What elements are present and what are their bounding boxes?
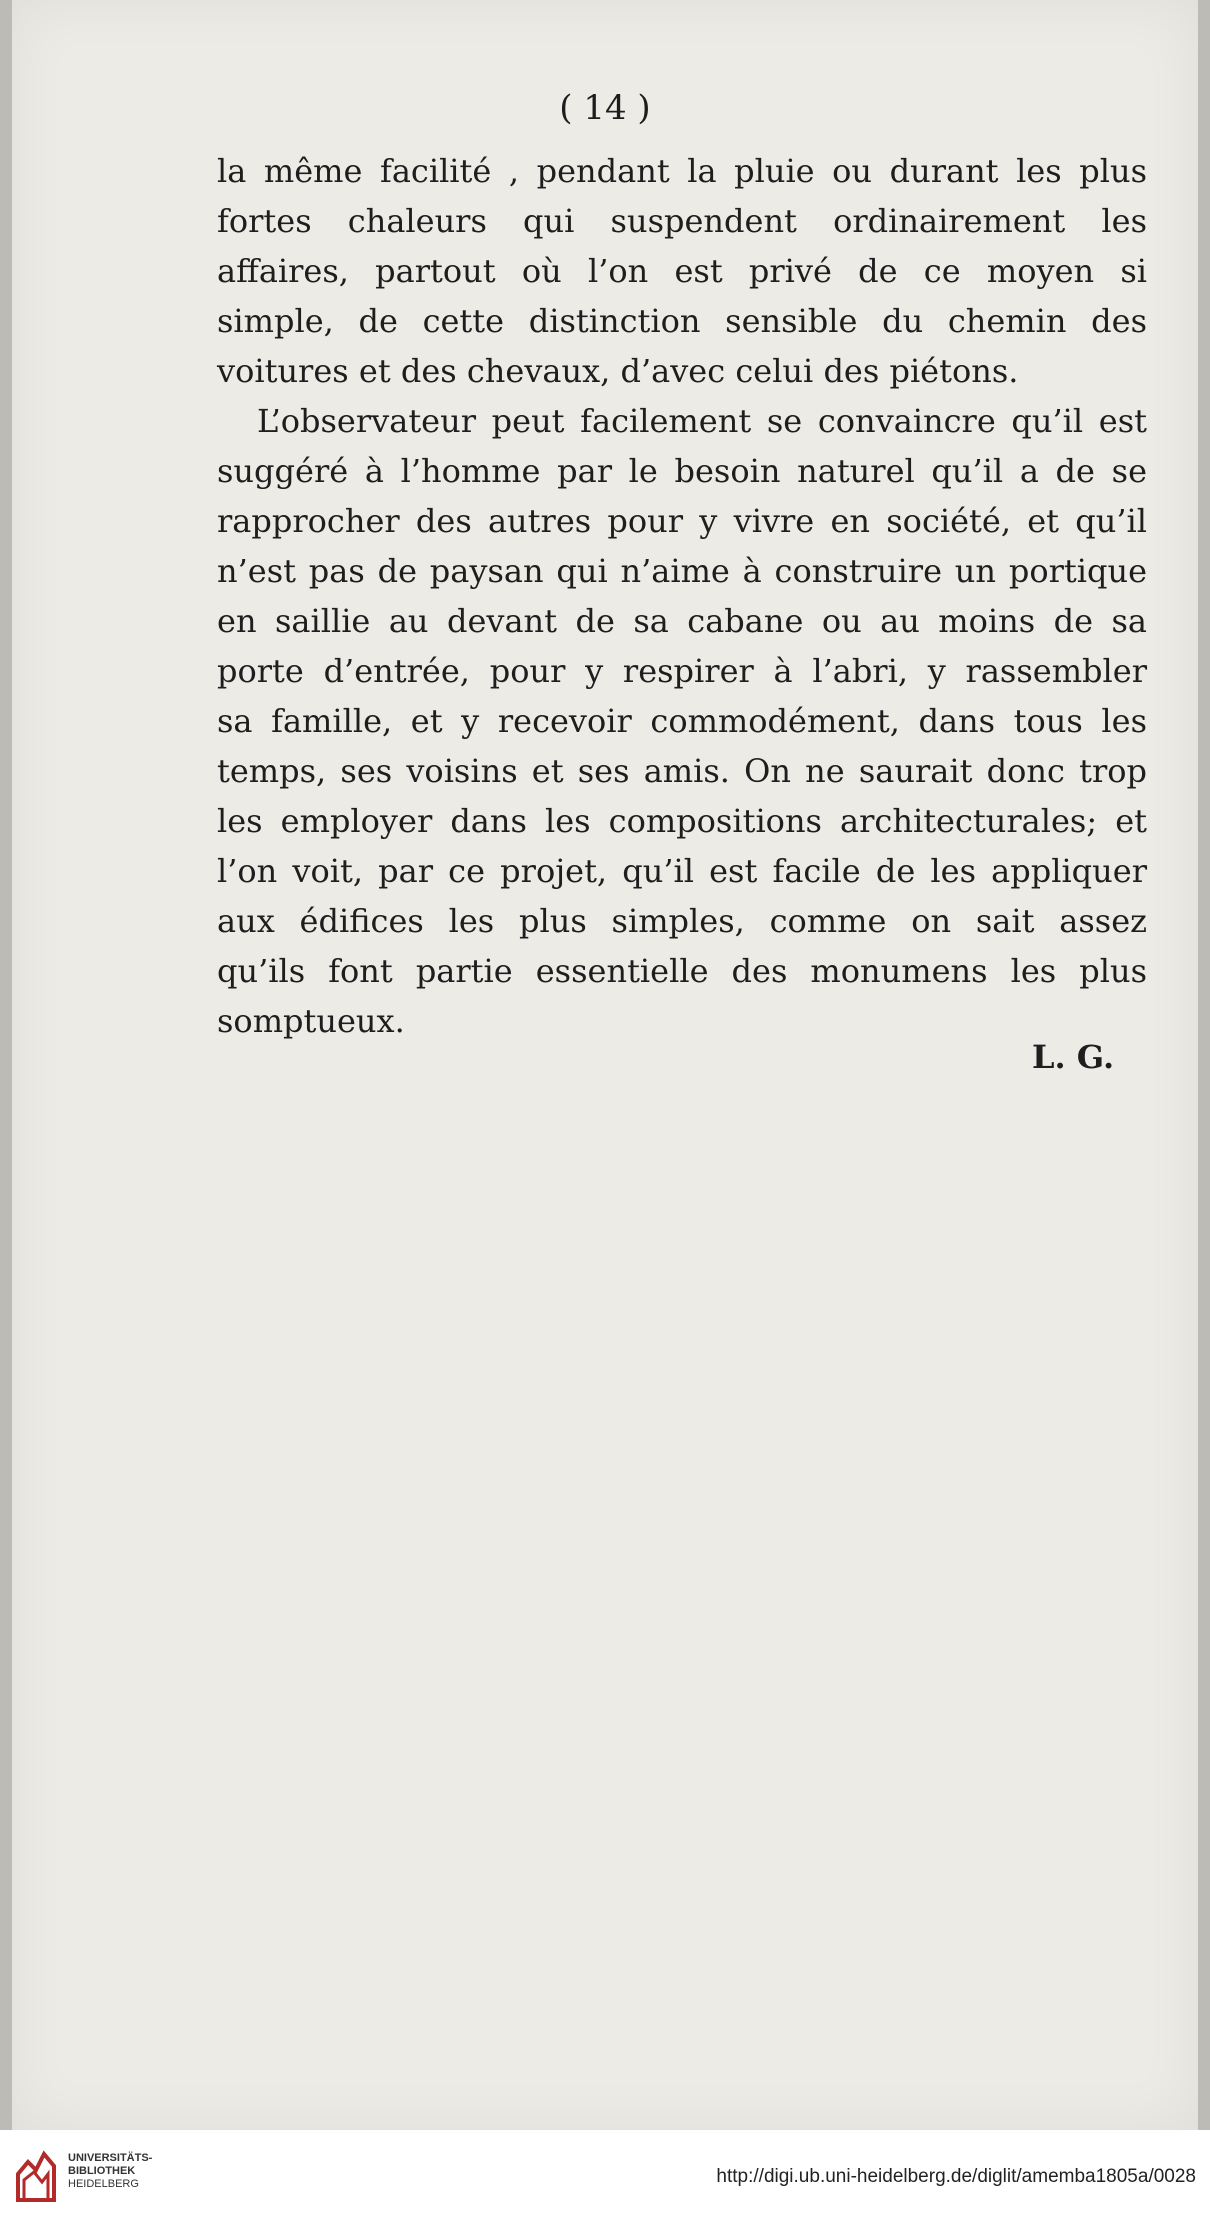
text-line: simple, de cette distinction sensible du chemin des xyxy=(217,302,1147,340)
text-line: L’observateur peut facilement se convaincre qu’il est xyxy=(257,402,1147,440)
text-line: fortes chaleurs qui suspendent ordinairement les xyxy=(217,202,1147,240)
text-line: suggéré à l’homme par le besoin naturel qu’il a de se xyxy=(217,452,1147,490)
text-line: n’est pas de paysan qui n’aime à construire un portique xyxy=(217,552,1147,590)
library-name xyxy=(68,2152,152,2191)
text-line: porte d’entrée, pour y respirer à l’abri, y rassembler xyxy=(217,652,1147,690)
footer-bar xyxy=(0,2130,1210,2219)
text-line: somptueux. xyxy=(217,1002,405,1040)
library-name-line: BIBLIOTHEK xyxy=(68,2165,136,2177)
text-line: sa famille, et y recevoir commodément, dans tous les xyxy=(217,702,1147,740)
text-line: la même facilité , pendant la pluie ou durant les plus xyxy=(217,152,1147,190)
body-text xyxy=(217,146,1147,1046)
text-line: en saillie au devant de sa cabane ou au moins de sa xyxy=(217,602,1147,640)
library-logo-icon xyxy=(14,2144,58,2204)
scanned-page xyxy=(12,0,1198,2130)
text-line: temps, ses voisins et ses amis. On ne saurait donc trop xyxy=(217,752,1147,790)
library-name-line: HEIDELBERG xyxy=(68,2178,139,2190)
text-line: les employer dans les compositions architecturales; et xyxy=(217,802,1147,840)
library-name-line: UNIVERSITÄTS- xyxy=(68,2152,153,2164)
source-url-link[interactable]: http://digi.ub.uni-heidelberg.de/diglit/amemba1805a/0028 xyxy=(716,2166,1196,2187)
text-line: aux édifices les plus simples, comme on sait assez xyxy=(217,902,1147,940)
text-line: rapprocher des autres pour y vivre en société, et qu’il xyxy=(217,502,1147,540)
text-line: l’on voit, par ce projet, qu’il est facile de les appliquer xyxy=(217,852,1147,890)
text-line: affaires, partout où l’on est privé de ce moyen si xyxy=(217,252,1147,290)
signature: L. G. xyxy=(1032,1038,1115,1076)
text-line: qu’ils font partie essentielle des monumens les plus xyxy=(217,952,1147,990)
text-line: voitures et des chevaux, d’avec celui des piétons. xyxy=(217,352,1019,390)
page-number: ( 14 ) xyxy=(559,88,651,128)
